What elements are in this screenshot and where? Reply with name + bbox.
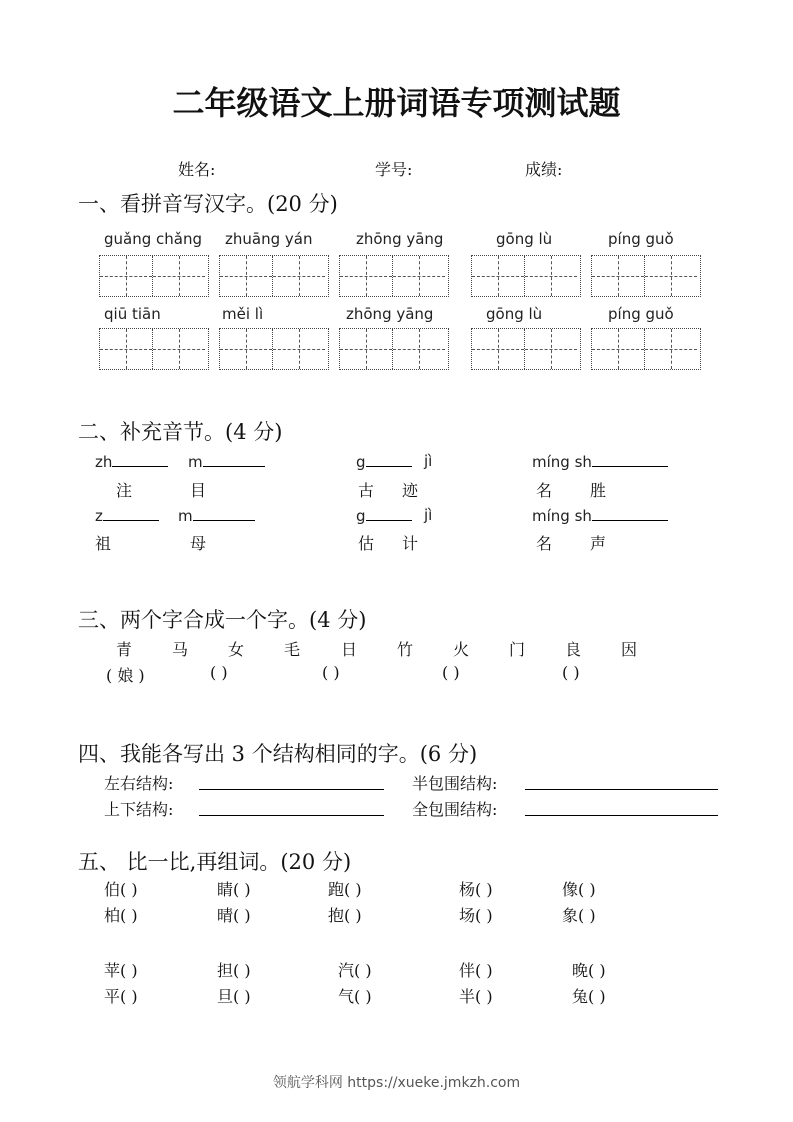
compare-item[interactable]: 抱( ) [328,906,362,925]
syllable-prompt [532,452,668,471]
section4-heading: 四、我能各写出 3 个结构相同的字。(6 分) [78,742,478,766]
syllable-text: g [356,453,366,471]
component-char: 马 [172,640,189,659]
blank[interactable] [366,452,412,467]
compare-item[interactable]: 气( ) [338,987,372,1006]
compare-item[interactable]: 平( ) [104,987,138,1006]
structure-label: 左右结构: [104,774,174,793]
compare-item[interactable]: 杨( ) [459,880,493,899]
syllable-text: m [188,453,203,471]
component-char: 女 [228,640,245,659]
word-char: 胜 [590,481,607,500]
answer-line[interactable] [525,789,718,790]
blank[interactable] [592,452,668,467]
answer-blank[interactable]: ( 娘 ) [106,666,145,685]
component-char: 青 [116,640,133,659]
blank[interactable] [193,506,255,521]
component-char: 竹 [397,640,414,659]
word-char: 目 [190,481,207,500]
syllable-text: jì [424,506,433,524]
compare-item[interactable]: 晚( ) [572,961,606,980]
compare-item[interactable]: 伯( ) [104,880,138,899]
word-char: 估 [358,534,375,553]
blank[interactable] [203,452,265,467]
pinyin: píng guǒ [608,305,674,323]
writing-box[interactable] [339,328,449,370]
answer-line[interactable] [199,789,384,790]
compare-item[interactable]: 场( ) [459,906,493,925]
compare-item[interactable]: 苹( ) [104,961,138,980]
pinyin: qiū tiān [104,305,161,323]
word-char: 古 [358,481,375,500]
score-label: 成绩: [525,160,563,179]
syllable-text: zh [95,453,113,471]
writing-box[interactable] [591,255,701,297]
compare-item[interactable]: 担( ) [217,961,251,980]
blank[interactable] [112,452,168,467]
compare-item[interactable]: 汽( ) [338,961,372,980]
syllable-text: g [356,507,366,525]
compare-item[interactable]: 旦( ) [217,987,251,1006]
pinyin: guǎng chǎng [104,230,202,248]
pinyin: gōng lù [486,305,543,323]
answer-blank[interactable]: ( ) [210,663,228,682]
blank[interactable] [366,506,412,521]
component-char: 毛 [284,640,301,659]
compare-item[interactable]: 柏( ) [104,906,138,925]
compare-item[interactable]: 像( ) [562,880,596,899]
component-char: 门 [509,640,526,659]
syllable-prompt [95,452,168,471]
pinyin: zhōng yāng [346,305,434,323]
compare-item[interactable]: 半( ) [459,987,493,1006]
syllable-prompt [95,506,159,525]
answer-blank[interactable]: ( ) [562,663,580,682]
pinyin: zhuāng yán [225,230,313,248]
section2-heading: 二、补充音节。(4 分) [78,420,283,444]
syllable-prompt [188,452,265,471]
pinyin: zhōng yāng [356,230,444,248]
footer-watermark: 领航学科网 https://xueke.jmkzh.com [272,1075,521,1091]
syllable-text: z [95,507,103,525]
pinyin: píng guǒ [608,230,674,248]
syllable-prompt [356,452,412,471]
word-char: 声 [590,534,607,553]
writing-box[interactable] [219,255,329,297]
syllable-prompt [356,506,412,525]
section5-heading: 五、 比一比,再组词。(20 分) [78,850,352,874]
component-char: 良 [565,640,582,659]
student-id-label: 学号: [375,160,413,179]
blank[interactable] [103,506,159,521]
structure-label: 上下结构: [104,800,174,819]
answer-line[interactable] [199,815,384,816]
pinyin: měi lì [222,305,264,323]
syllable-text: míng sh [532,453,592,471]
section3-heading: 三、两个字合成一个字。(4 分) [78,608,367,632]
word-char: 母 [190,534,207,553]
writing-box[interactable] [471,328,581,370]
pinyin: gōng lù [496,230,553,248]
component-char: 火 [453,640,470,659]
word-char: 名 [536,481,553,500]
word-char: 计 [402,534,419,553]
syllable-prompt [532,506,668,525]
page-title: 二年级语文上册词语专项测试题 [172,84,621,122]
word-char: 迹 [402,481,419,500]
writing-box[interactable] [99,328,209,370]
component-char: 因 [621,640,638,659]
writing-box[interactable] [339,255,449,297]
answer-blank[interactable]: ( ) [442,663,460,682]
writing-box[interactable] [99,255,209,297]
word-char: 名 [536,534,553,553]
writing-box[interactable] [591,328,701,370]
component-char: 日 [341,640,358,659]
answer-line[interactable] [525,815,718,816]
word-char: 祖 [95,534,112,553]
compare-item[interactable]: 睛( ) [217,880,251,899]
section1-heading: 一、看拼音写汉字。(20 分) [78,192,338,216]
syllable-text: m [178,507,193,525]
compare-item[interactable]: 兔( ) [572,987,606,1006]
writing-box[interactable] [219,328,329,370]
syllable-text: jì [424,452,433,470]
compare-item[interactable]: 象( ) [562,906,596,925]
structure-label: 全包围结构: [412,800,498,819]
compare-item[interactable]: 伴( ) [459,961,493,980]
answer-blank[interactable]: ( ) [322,663,340,682]
structure-label: 半包围结构: [412,774,498,793]
word-char: 注 [116,481,133,500]
syllable-text: míng sh [532,507,592,525]
writing-box[interactable] [471,255,581,297]
compare-item[interactable]: 晴( ) [217,906,251,925]
syllable-prompt [178,506,255,525]
name-label: 姓名: [178,160,216,179]
compare-item[interactable]: 跑( ) [328,880,362,899]
blank[interactable] [592,506,668,521]
